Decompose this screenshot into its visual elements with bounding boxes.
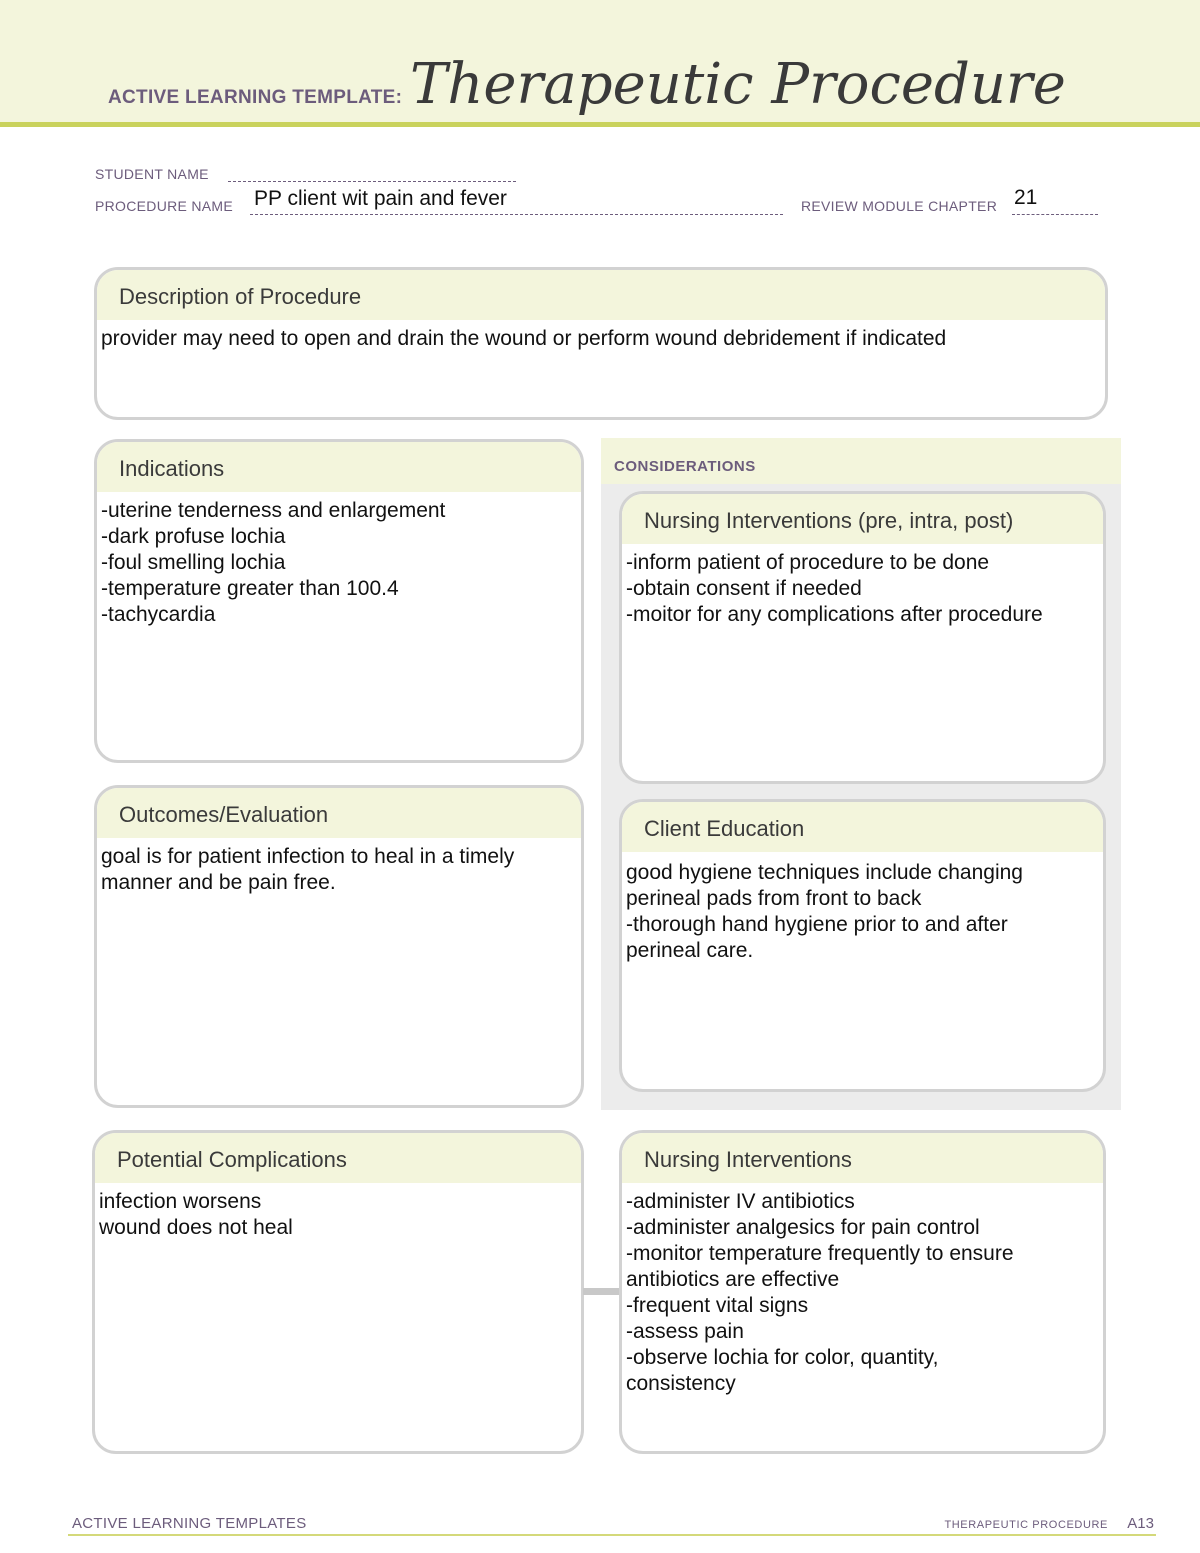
potential-complications-box	[92, 1130, 584, 1454]
nursing-interventions-text[interactable]: -administer IV antibiotics -administer analgesics for pain control -monitor temperature frequently to ensure antibiotics are effective -frequent vital signs -assess pain -observe lochia for color, quantity, consistency	[626, 1190, 1014, 1395]
procedure-name-field[interactable]: PP client wit pain and fever	[254, 187, 507, 210]
page-number: A13	[1127, 1515, 1154, 1532]
connector-bar	[583, 1288, 619, 1295]
outcomes-text[interactable]: goal is for patient infection to heal in a timely manner and be pain free.	[101, 845, 515, 894]
considerations-label: CONSIDERATIONS	[614, 458, 756, 475]
footer-left: ACTIVE LEARNING TEMPLATES	[72, 1515, 307, 1532]
outcomes-box	[94, 785, 584, 1108]
client-education-text[interactable]: good hygiene techniques include changing perineal pads from front to back -thorough hand hygiene prior to and after perineal care.	[626, 861, 1023, 962]
indications-title: Indications	[97, 442, 581, 492]
indications-text[interactable]: -uterine tenderness and enlargement -dark profuse lochia -foul smelling lochia -temperature greater than 100.4 -tachycardia	[101, 499, 446, 626]
review-module-line	[1012, 213, 1098, 215]
footer-rule	[68, 1534, 1156, 1536]
review-module-label: REVIEW MODULE CHAPTER	[801, 198, 998, 214]
procedure-name-line	[250, 213, 783, 215]
footer-right: THERAPEUTIC PROCEDURE	[944, 1519, 1108, 1531]
procedure-name-label: PROCEDURE NAME	[95, 198, 233, 214]
nursing-interventions-title: Nursing Interventions	[622, 1133, 1103, 1183]
client-education-box	[619, 799, 1106, 1092]
potential-complications-title: Potential Complications	[95, 1133, 581, 1183]
outcomes-title: Outcomes/Evaluation	[97, 788, 581, 838]
description-box	[94, 267, 1108, 420]
student-name-line	[228, 180, 516, 182]
description-title: Description of Procedure	[97, 270, 1105, 320]
nursing-interventions-pre-box	[619, 491, 1106, 784]
template-label: ACTIVE LEARNING TEMPLATE:	[108, 87, 403, 108]
client-education-title: Client Education	[622, 802, 1103, 852]
potential-complications-text[interactable]: infection worsens wound does not heal	[99, 1190, 293, 1239]
student-name-label: STUDENT NAME	[95, 166, 209, 182]
nursing-interventions-pre-title: Nursing Interventions (pre, intra, post)	[622, 494, 1103, 544]
indications-box	[94, 439, 584, 763]
nursing-interventions-box	[619, 1130, 1106, 1454]
description-text[interactable]: provider may need to open and drain the wound or perform wound debridement if indicated	[101, 327, 947, 350]
header-rule	[0, 122, 1200, 127]
nursing-interventions-pre-text[interactable]: -inform patient of procedure to be done -obtain consent if needed -moitor for any complications after procedure	[626, 551, 1043, 626]
review-module-field[interactable]: 21	[1014, 186, 1038, 209]
page-title: Therapeutic Procedure	[410, 52, 1066, 117]
